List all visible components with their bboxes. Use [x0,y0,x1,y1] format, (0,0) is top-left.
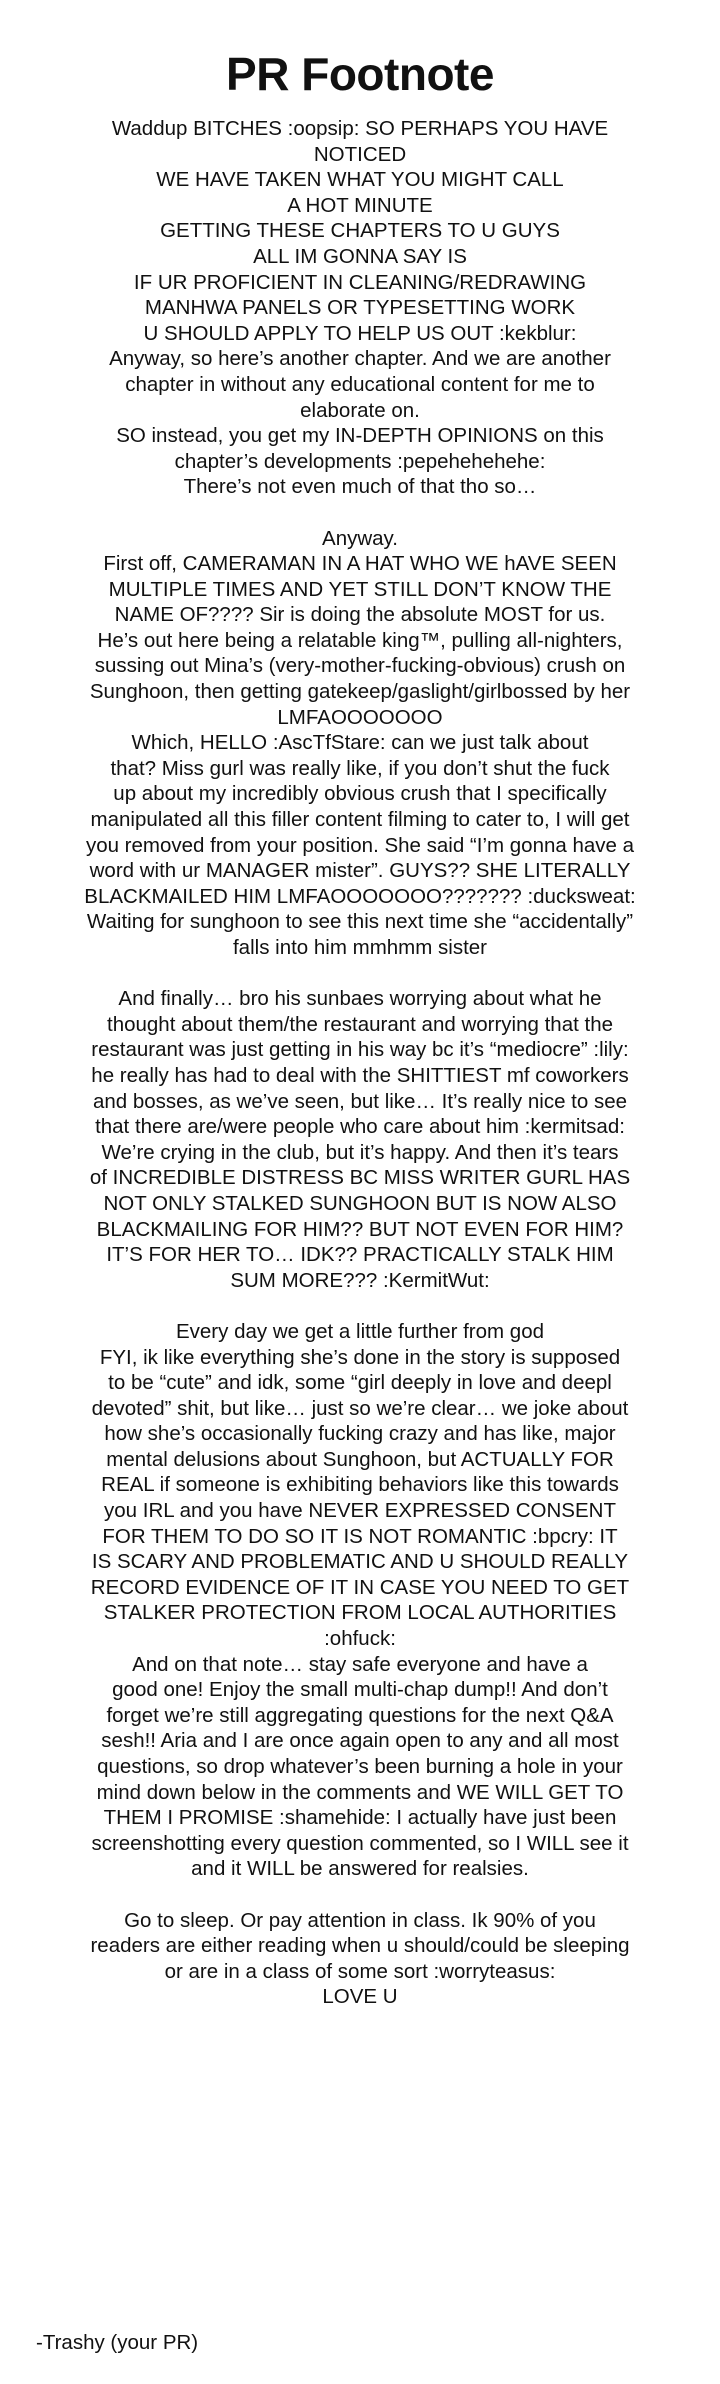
text-line [30,1293,690,1319]
text-line: questions, so drop whatever’s been burning a hole in your [97,1755,623,1778]
footnote-body [30,116,690,2010]
text-line: of INCREDIBLE DISTRESS BC MISS WRITER GURL HAS [89,1166,631,1190]
text-line: mental delusions about Sunghoon, but ACTUALLY FOR [106,1447,614,1471]
text-line: And on that note… stay safe everyone and have a [132,1652,588,1676]
text-line: We’re crying in the club, but it’s happy. And then it’s tears [101,1140,619,1164]
text-line [30,1882,690,1908]
text-line: :ohfuck: [324,1627,396,1651]
text-line: that? Miss gurl was really like, if you don’t shut the fuck [110,756,610,780]
text-line: And finally… bro his sunbaes worrying about what he [118,987,602,1011]
text-line: STALKER PROTECTION FROM LOCAL AUTHORITIES [103,1601,617,1625]
text-line: Which, HELLO :AscTfStare: can we just talk about [131,731,589,755]
text-line: Sunghoon, then getting gatekeep/gaslight/girlbossed by her [89,680,631,704]
text-line: Go to sleep. Or pay attention in class. Ik 90% of you [124,1908,596,1932]
text-line: IT’S FOR HER TO… IDK?? PRACTICALLY STALK HIM [106,1243,614,1267]
text-line: and bosses, as we’ve seen, but like… It’s really nice to see [92,1089,628,1113]
text-line: NOTICED [313,142,407,166]
text-line: ALL IM GONNA SAY IS [253,244,467,268]
text-line: First off, CAMERAMAN IN A HAT WHO WE hAVE SEEN [103,552,617,576]
text-line: LMFAOOOOOOO [277,705,443,729]
text-line [30,500,690,526]
text-line: screenshotting every question commented, so I WILL see it [91,1831,629,1855]
text-line: WE HAVE TAKEN WHAT YOU MIGHT CALL [156,168,564,192]
text-line: Anyway. [322,526,398,550]
text-line: readers are either reading when u should/could be sleeping [90,1934,630,1958]
text-line: NOT ONLY STALKED SUNGHOON BUT IS NOW ALSO [103,1191,617,1215]
text-line: FOR THEM TO DO SO IT IS NOT ROMANTIC :bpcry: IT [102,1524,618,1548]
text-line: or are in a class of some sort :worryteasus: [164,1959,556,1983]
text-line: you IRL and you have NEVER EXPRESSED CONSENT [104,1499,616,1523]
text-line: manipulated all this filler content filming to cater to, I will get [90,808,630,832]
text-line: up about my incredibly obvious crush that I specifically [113,782,607,806]
text-line: and it WILL be answered for realsies. [191,1857,529,1881]
text-line: he really has had to deal with the SHITTIEST mf coworkers [91,1063,629,1087]
text-line: forget we’re still aggregating questions for the next Q&A [106,1703,614,1727]
text-line: SUM MORE??? :KermitWut: [230,1268,490,1292]
text-line: SO instead, you get my IN-DEPTH OPINIONS on this [116,424,604,448]
text-line: thought about them/the restaurant and worrying that the [107,1012,613,1036]
text-line: you removed from your position. She said “I’m gonna have a [85,833,635,857]
text-line: A HOT MINUTE [287,193,433,217]
text-line: mind down below in the comments and WE WILL GET TO [96,1780,624,1804]
text-line: BLACKMAILING FOR HIM?? BUT NOT EVEN FOR HIM? [96,1217,624,1241]
text-line: IF UR PROFICIENT IN CLEANING/REDRAWING [133,270,587,294]
text-line: Every day we get a little further from god [175,1319,545,1343]
text-line: good one! Enjoy the small multi-chap dump!! And don’t [112,1678,608,1702]
text-line: U SHOULD APPLY TO HELP US OUT :kekblur: [143,321,577,345]
text-line: sesh!! Aria and I are once again open to any and all most [101,1729,619,1753]
text-line: Waddup BITCHES :oopsip: SO PERHAPS YOU HAVE [111,117,609,140]
text-line: FYI, ik like everything she’s done in the story is supposed [99,1345,621,1369]
text-line: IS SCARY AND PROBLEMATIC AND U SHOULD REALLY [91,1550,629,1574]
text-line: chapter in without any educational content for me to [125,372,595,396]
text-line: Anyway, so here’s another chapter. And we are another [109,347,611,371]
page-title: PR Footnote [226,48,494,100]
text-line: sussing out Mina’s (very-mother-fucking-obvious) crush on [94,654,626,678]
signature: -Trashy (your PR) [36,2331,199,2354]
text-line: MULTIPLE TIMES AND YET STILL DON’T KNOW THE [108,577,612,601]
text-line: MANHWA PANELS OR TYPESETTING WORK [144,296,576,320]
text-line: GETTING THESE CHAPTERS TO U GUYS [160,219,560,243]
text-line: There’s not even much of that tho so… [183,475,537,499]
text-line: word with ur MANAGER mister”. GUYS?? SHE LITERALLY [89,859,631,883]
text-line: Waiting for sunghoon to see this next time she “accidentally” [86,910,634,934]
text-line [30,961,690,987]
text-line: falls into him mmhmm sister [232,936,487,959]
text-line: BLACKMAILED HIM LMFAOOOOOOO??????? :ducksweat: [84,884,636,908]
text-line: He’s out here being a relatable king™, pulling all-nighters, [97,628,623,652]
text-line: NAME OF???? Sir is doing the absolute MOST for us. [114,603,606,627]
text-line: how she’s occasionally fucking crazy and has like, major [104,1422,616,1446]
text-line: chapter’s developments :pepehehehehe: [174,449,546,473]
text-line: restaurant was just getting in his way bc it’s “mediocre” :lily: [91,1038,629,1062]
text-line: RECORD EVIDENCE OF IT IN CASE YOU NEED TO GET [90,1575,630,1599]
text-line: LOVE U [322,1985,398,2009]
text-line: that there are/were people who care about him :kermitsad: [95,1115,625,1139]
text-line: elaborate on. [300,398,420,422]
text-line: devoted” shit, but like… just so we’re clear… we joke about [91,1396,629,1420]
text-line: THEM I PROMISE :shamehide: I actually have just been [103,1806,617,1830]
text-line: to be “cute” and idk, some “girl deeply in love and deepl [108,1371,612,1395]
text-line: REAL if someone is exhibiting behaviors like this towards [101,1473,619,1497]
